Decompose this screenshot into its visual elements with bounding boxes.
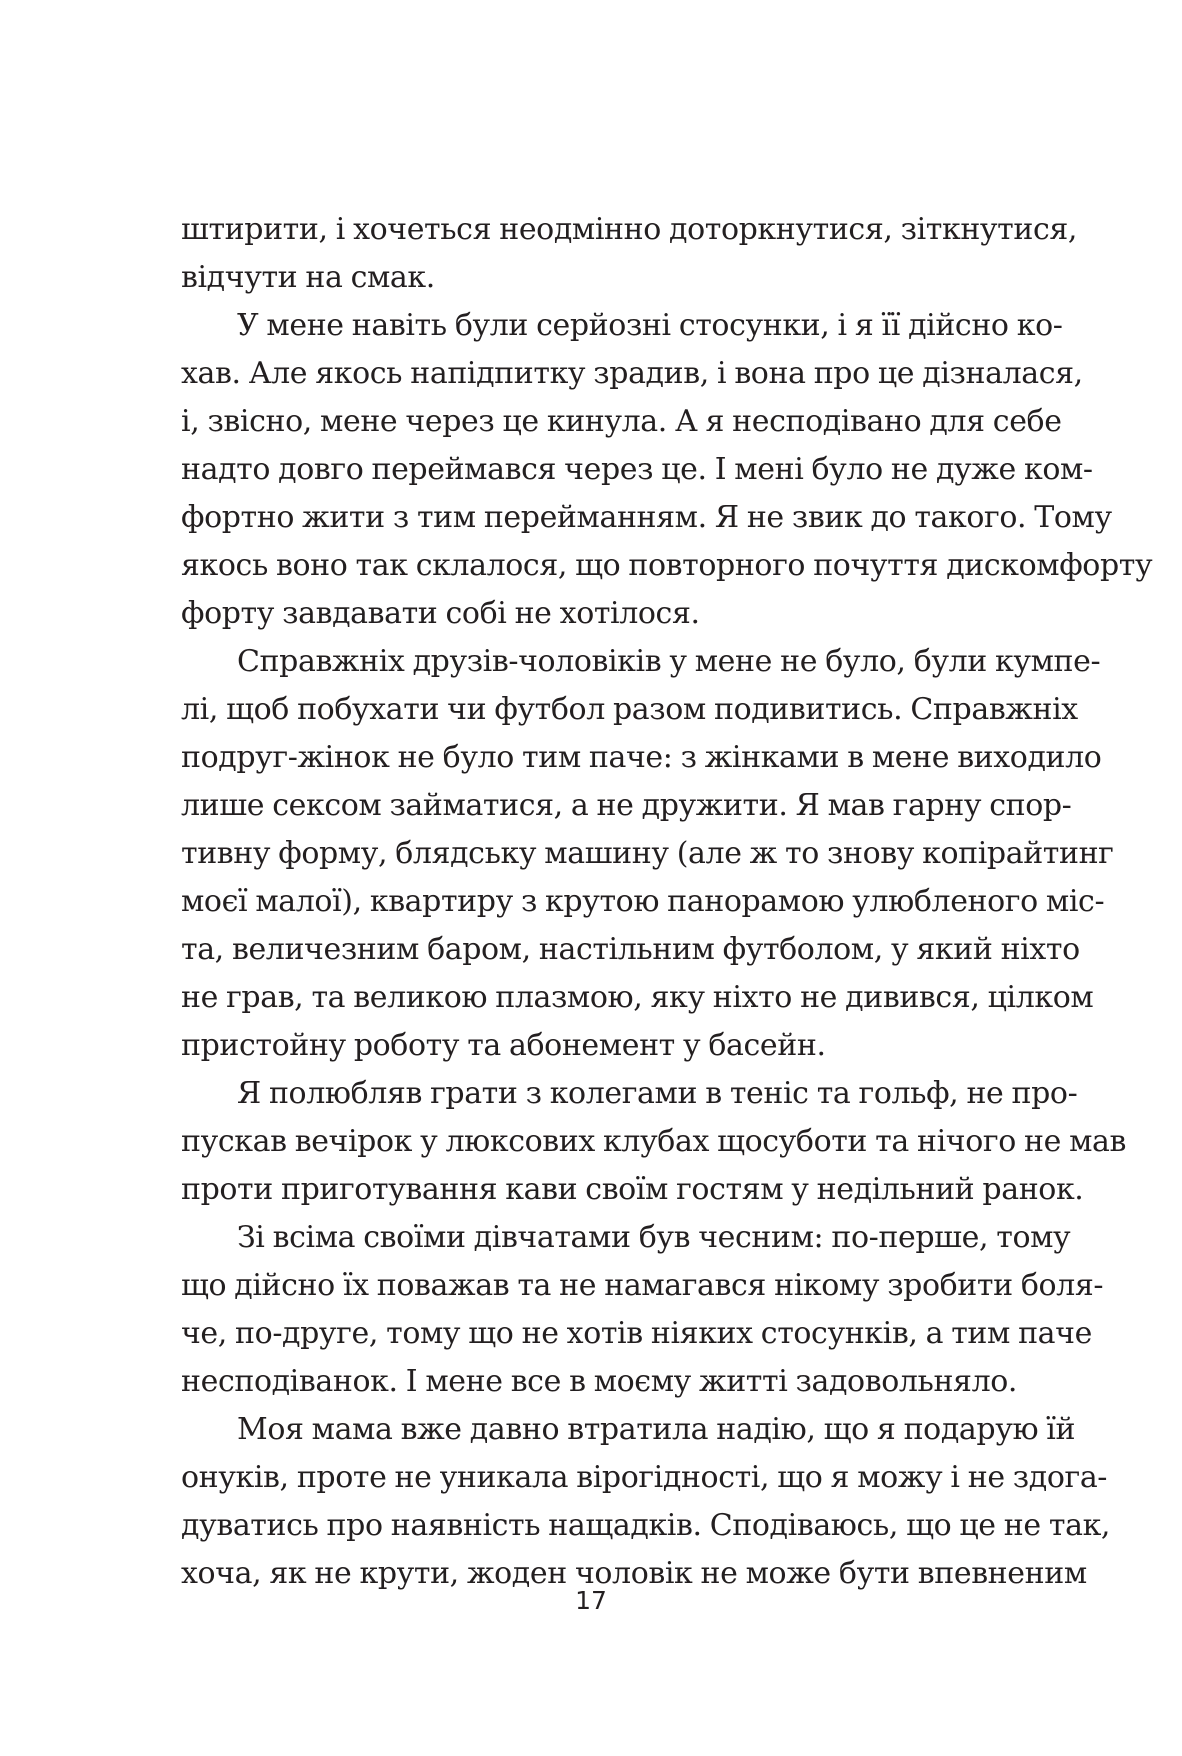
text-line: У мене навіть були серйозні стосунки, і я її дійсно ко-	[237, 308, 1063, 343]
text-line: лише сексом займатися, а не дружити. Я мав гарну спор-	[181, 788, 1072, 823]
text-line: Я полюбляв грати з колегами в теніс та гольф, не про-	[237, 1076, 1078, 1111]
text-line: Справжніх друзів-чоловіків у мене не було, були кумпе-	[237, 644, 1101, 679]
text-line: що дійсно їх поважав та не намагався нікому зробити боля-	[181, 1268, 1104, 1303]
text-line: пристойну роботу та абонемент у басейн.	[181, 1028, 826, 1063]
text-line: відчути на смак.	[181, 260, 435, 295]
text-line: форту завдавати собі не хотілося.	[181, 596, 700, 631]
text-line: лі, щоб побухати чи футбол разом подивитись. Справжніх	[181, 692, 1078, 727]
text-line: Зі всіма своїми дівчатами був чесним: по-перше, тому	[237, 1220, 1071, 1255]
text-line: не грав, та великою плазмою, яку ніхто не дивився, цілком	[181, 980, 1094, 1015]
text-line: пускав вечірок у люксових клубах щосуботи та нічого не мав	[181, 1124, 1126, 1159]
body-text	[181, 206, 1153, 1598]
text-line: фортно жити з тим перейманням. Я не звик до такого. Тому	[181, 500, 1112, 535]
text-line: тивну форму, блядську машину (але ж то знову копірайтинг	[181, 836, 1114, 871]
text-line: Моя мама вже давно втратила надію, що я подарую їй	[237, 1412, 1076, 1447]
text-line: хоча, як не крути, жоден чоловік не може бути впевненим	[181, 1556, 1087, 1591]
text-line: та, величезним баром, настільним футболом, у який ніхто	[181, 932, 1080, 967]
text-line: моєї малої), квартиру з крутою панорамою улюбленого міс-	[181, 884, 1105, 919]
text-line: несподіванок. І мене все в моєму житті задовольняло.	[181, 1364, 1018, 1399]
page-number: 17	[575, 1586, 607, 1615]
text-line: і, звісно, мене через це кинула. А я несподівано для себе	[181, 404, 1062, 439]
text-line: онуків, проте не уникала вірогідності, що я можу і не здога-	[181, 1460, 1108, 1495]
text-line: надто довго переймався через це. І мені було не дуже ком-	[181, 452, 1093, 487]
text-line: дуватись про наявність нащадків. Сподіваюсь, що це не так,	[181, 1508, 1111, 1543]
text-line: хав. Але якось напідпитку зрадив, і вона про це дізналася,	[181, 356, 1083, 391]
text-line: че, по-друге, тому що не хотів ніяких стосунків, а тим паче	[181, 1316, 1092, 1351]
text-line: подруг-жінок не було тим паче: з жінками в мене виходило	[181, 740, 1102, 775]
text-line: штирити, і хочеться неодмінно доторкнутися, зіткнутися,	[181, 212, 1078, 247]
text-line: якось воно так склалося, що повторного почуття дискомфорту	[181, 548, 1153, 583]
text-line: проти приготування кави своїм гостям у недільний ранок.	[181, 1172, 1084, 1207]
